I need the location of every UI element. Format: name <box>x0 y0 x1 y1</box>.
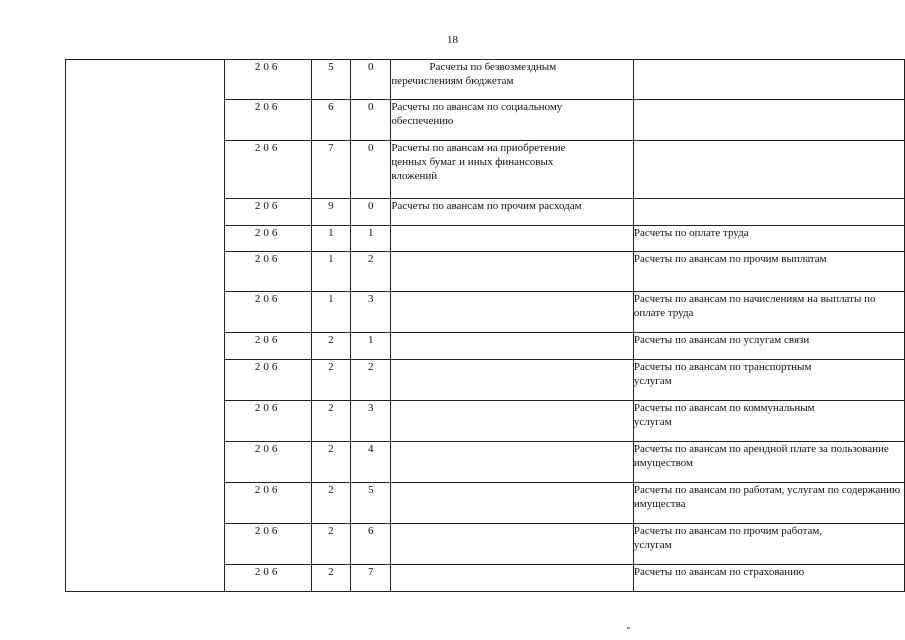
account-name-cell <box>66 60 225 592</box>
code-cell: 206 <box>224 292 311 333</box>
code-cell: 206 <box>224 565 311 592</box>
account-table <box>65 59 905 592</box>
description-cell <box>391 226 634 252</box>
description-cell <box>391 141 634 199</box>
code-cell: 206 <box>224 483 311 524</box>
description-text-rest: ценных бумаг и иных финансовых вложений <box>391 156 554 182</box>
detail-cell: Расчеты по авансам по начислениям на выплаты по оплате труда <box>633 292 904 333</box>
subcode-2-cell: 5 <box>351 483 391 524</box>
subcode-2-cell: 1 <box>351 226 391 252</box>
subcode-2-cell: 0 <box>351 100 391 141</box>
detail-cell: Расчеты по авансам по коммунальным услугам <box>633 401 904 442</box>
detail-cell <box>633 199 904 226</box>
code-cell: 206 <box>224 100 311 141</box>
scan-speck <box>627 627 630 629</box>
detail-cell <box>633 100 904 141</box>
code-cell: 206 <box>224 226 311 252</box>
code-cell: 206 <box>224 141 311 199</box>
subcode-1-cell: 2 <box>311 401 350 442</box>
description-cell <box>391 252 634 292</box>
subcode-2-cell: 0 <box>351 60 391 100</box>
detail-cell: Расчеты по авансам по работам, услугам по содержанию имущества <box>633 483 904 524</box>
code-cell: 206 <box>224 401 311 442</box>
subcode-2-cell: 7 <box>351 565 391 592</box>
subcode-1-cell: 5 <box>311 60 350 100</box>
subcode-1-cell: 1 <box>311 292 350 333</box>
subcode-1-cell: 2 <box>311 483 350 524</box>
description-cell <box>391 442 634 483</box>
subcode-1-cell: 7 <box>311 141 350 199</box>
detail-cell: Расчеты по авансам по страхованию <box>633 565 904 592</box>
code-cell: 206 <box>224 524 311 565</box>
subcode-1-cell: 6 <box>311 100 350 141</box>
description-cell <box>391 401 634 442</box>
subcode-2-cell: 2 <box>351 360 391 401</box>
description-cell <box>391 60 634 100</box>
subcode-2-cell: 4 <box>351 442 391 483</box>
code-cell: 206 <box>224 360 311 401</box>
subcode-2-cell: 1 <box>351 333 391 360</box>
detail-cell: Расчеты по авансам по прочим выплатам <box>633 252 904 292</box>
description-text-first: Расчеты по авансам по прочим расходам <box>391 200 582 212</box>
subcode-2-cell: 3 <box>351 401 391 442</box>
subcode-2-cell: 2 <box>351 252 391 292</box>
subcode-1-cell: 2 <box>311 333 350 360</box>
detail-cell <box>633 60 904 100</box>
description-text-first: Расчеты по безвозмездным <box>429 61 557 73</box>
detail-cell: Расчеты по авансам по транспортным услугам <box>633 360 904 401</box>
description-text-first: Расчеты по авансам по социальному <box>391 101 563 113</box>
description-cell <box>391 100 634 141</box>
detail-cell: Расчеты по оплате труда <box>633 226 904 252</box>
description-cell <box>391 292 634 333</box>
subcode-1-cell: 2 <box>311 524 350 565</box>
detail-cell: Расчеты по авансам по услугам связи <box>633 333 904 360</box>
detail-cell <box>633 141 904 199</box>
description-cell <box>391 199 634 226</box>
detail-cell: Расчеты по авансам по арендной плате за пользование имуществом <box>633 442 904 483</box>
code-cell: 206 <box>224 199 311 226</box>
description-cell <box>391 360 634 401</box>
code-cell: 206 <box>224 60 311 100</box>
description-cell <box>391 565 634 592</box>
description-text-first: Расчеты по авансам на приобретение <box>391 142 566 154</box>
subcode-1-cell: 1 <box>311 226 350 252</box>
code-cell: 206 <box>224 333 311 360</box>
page-number: 18 <box>447 34 458 46</box>
code-cell: 206 <box>224 252 311 292</box>
subcode-2-cell: 0 <box>351 141 391 199</box>
subcode-1-cell: 2 <box>311 442 350 483</box>
description-cell <box>391 483 634 524</box>
subcode-2-cell: 0 <box>351 199 391 226</box>
code-cell: 206 <box>224 442 311 483</box>
subcode-1-cell: 2 <box>311 360 350 401</box>
subcode-2-cell: 6 <box>351 524 391 565</box>
subcode-1-cell: 1 <box>311 252 350 292</box>
description-text-rest: обеспечению <box>391 115 454 127</box>
subcode-2-cell: 3 <box>351 292 391 333</box>
detail-cell: Расчеты по авансам по прочим работам, услугам <box>633 524 904 565</box>
table-row <box>66 60 905 100</box>
description-text-rest: перечислениям бюджетам <box>391 75 514 87</box>
subcode-1-cell: 2 <box>311 565 350 592</box>
subcode-1-cell: 9 <box>311 199 350 226</box>
description-cell <box>391 524 634 565</box>
description-cell <box>391 333 634 360</box>
